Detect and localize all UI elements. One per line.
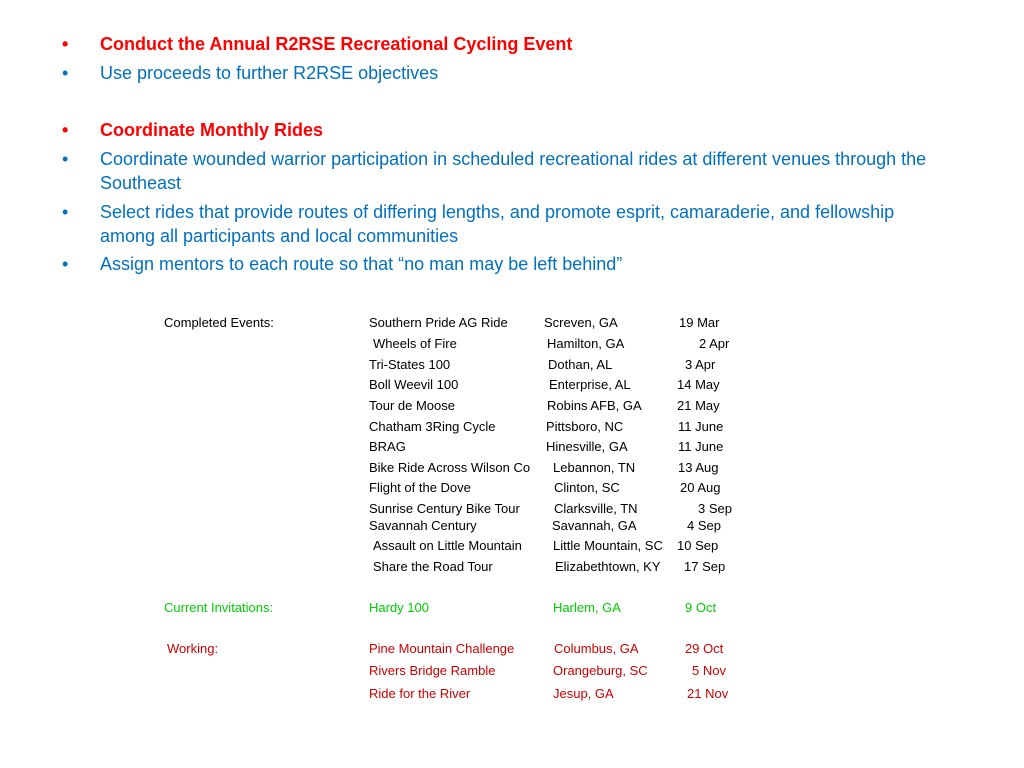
event-name: BRAG [369,439,406,454]
event-date: 5 Nov [692,663,726,678]
event-date: 10 Sep [677,538,719,553]
bullet-text: Assign mentors to each route so that “no man may be left behind” [100,254,623,274]
event-location: Lebannon, TN [553,460,636,475]
event-name: Boll Weevil 100 [369,377,459,392]
event-date: 4 Sep [687,518,721,533]
event-name: Southern Pride AG Ride [369,315,508,330]
event-name: Hardy 100 [369,600,429,615]
event-name: Assault on Little Mountain [373,538,522,553]
event-date: 14 May [677,377,720,392]
bullet-text: Coordinate Monthly Rides [100,120,324,140]
bullet-marker: • [62,149,69,169]
bullet-text: Coordinate wounded warrior participation in scheduled recreational rides at different venues through the Southeast [100,149,927,193]
event-date: 3 Apr [685,357,716,372]
event-date: 29 Oct [685,641,724,656]
event-date: 9 Oct [685,600,717,615]
bullet-text: Select rides that provide routes of differing lengths, and promote esprit, camaraderie, and fellowship among all participants and local communities [100,202,895,246]
bullet-marker: • [62,34,69,54]
event-location: Clarksville, TN [554,501,638,516]
event-name: Rivers Bridge Ramble [369,663,496,678]
bullet-marker: • [62,202,69,222]
event-name: Bike Ride Across Wilson Co [369,460,531,475]
event-name: Share the Road Tour [373,559,493,574]
event-date: 2 Apr [699,336,730,351]
event-location: Elizabethtown, KY [555,559,661,574]
bullet-text: Use proceeds to further R2RSE objectives [100,63,439,83]
event-location: Robins AFB, GA [547,398,642,413]
event-name: Savannah Century [369,518,477,533]
event-location: Screven, GA [544,315,618,330]
working-label: Working: [167,641,219,656]
event-location: Dothan, AL [548,357,613,372]
event-location: Orangeburg, SC [553,663,648,678]
event-name: Wheels of Fire [373,336,457,351]
event-date: 3 Sep [698,501,732,516]
event-location: Columbus, GA [554,641,639,656]
event-name: Sunrise Century Bike Tour [369,501,520,516]
bullet-marker: • [62,254,69,274]
event-name: Chatham 3Ring Cycle [369,419,496,434]
event-location: Savannah, GA [552,518,637,533]
event-location: Little Mountain, SC [553,538,663,553]
event-location: Enterprise, AL [549,377,631,392]
completed-events-label: Completed Events: [164,315,274,330]
current-invitations-label: Current Invitations: [164,600,274,615]
event-date: 11 June [678,419,724,434]
event-date: 19 Mar [679,315,720,330]
event-location: Hamilton, GA [547,336,625,351]
event-name: Pine Mountain Challenge [369,641,515,656]
event-date: 21 Nov [687,686,729,701]
event-location: Hinesville, GA [546,439,628,454]
event-location: Clinton, SC [554,480,620,495]
bullet-text: Conduct the Annual R2RSE Recreational Cycling Event [100,34,573,54]
event-date: 21 May [677,398,720,413]
event-name: Flight of the Dove [369,480,471,495]
event-name: Ride for the River [369,686,471,701]
event-location: Jesup, GA [553,686,614,701]
event-location: Pittsboro, NC [546,419,624,434]
event-date: 13 Aug [678,460,719,475]
event-date: 17 Sep [684,559,726,574]
event-name: Tour de Moose [369,398,455,413]
bullet-marker: • [62,120,69,140]
bullet-marker: • [62,63,69,83]
event-date: 20 Aug [680,480,721,495]
event-date: 11 June [678,439,724,454]
event-location: Harlem, GA [553,600,621,615]
event-name: Tri-States 100 [369,357,451,372]
